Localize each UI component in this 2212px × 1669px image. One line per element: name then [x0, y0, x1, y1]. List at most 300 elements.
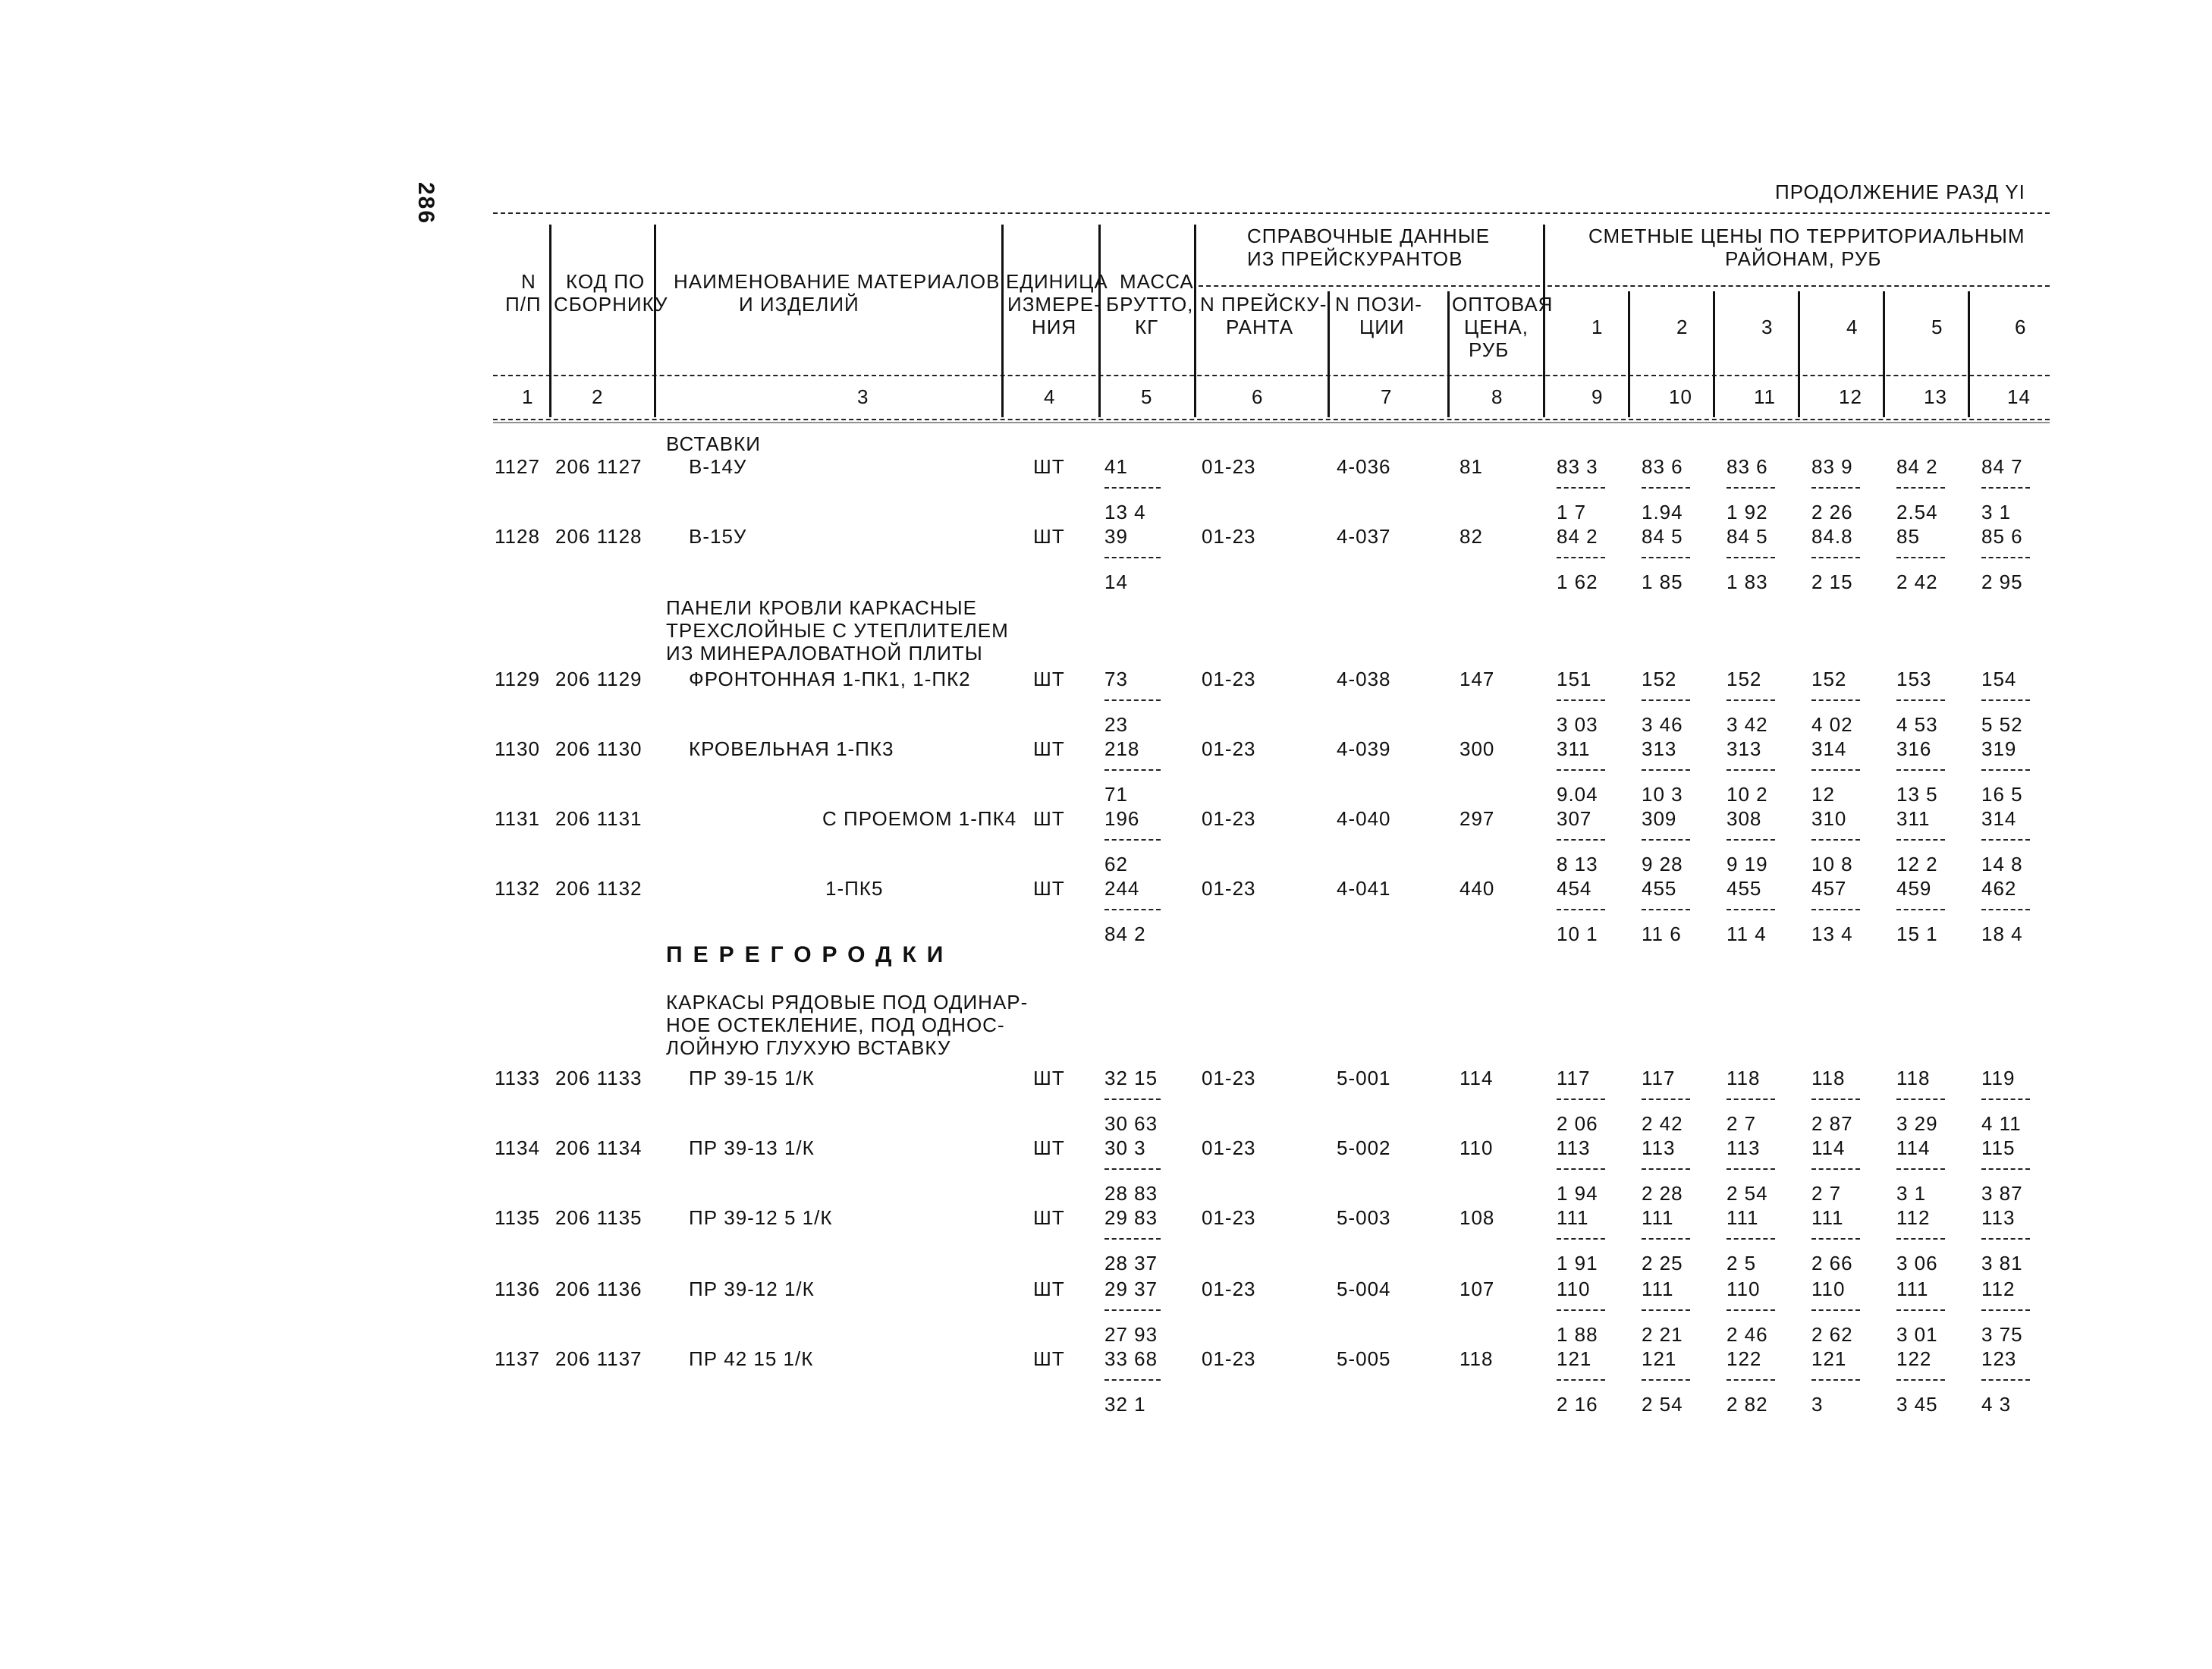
price-fraction-line [1642, 1379, 1690, 1381]
row-price-region-3: 313 [1727, 737, 1762, 760]
row-price-sub-region-1: 2 06 [1557, 1112, 1598, 1135]
row-wholesale: 118 [1459, 1347, 1494, 1370]
row-price-region-2: 113 [1642, 1136, 1676, 1159]
row-price-sub-region-4: 2 26 [1811, 501, 1853, 523]
price-fraction-line [1642, 1238, 1690, 1240]
row-price-sub-region-5: 3 01 [1896, 1323, 1938, 1346]
row-mass: 73 [1104, 668, 1128, 690]
header-estimate-1: СМЕТНЫЕ ЦЕНЫ ПО ТЕРРИТОРИАЛЬНЫМ [1588, 225, 2025, 247]
row-number: 1129 [495, 668, 540, 690]
row-price-region-3: 455 [1727, 877, 1762, 900]
row-unit: ШТ [1033, 737, 1065, 760]
row-mass-sub: 27 93 [1104, 1323, 1158, 1346]
row-price-sub-region-4: 2 62 [1811, 1323, 1853, 1346]
row-price-sub-region-6: 3 75 [1981, 1323, 2023, 1346]
row-price-region-1: 121 [1557, 1347, 1592, 1370]
row-price-region-6: 119 [1981, 1067, 2016, 1089]
row-number: 1133 [495, 1067, 540, 1089]
row-wholesale: 108 [1459, 1206, 1495, 1229]
vsep-2 [654, 225, 656, 417]
mass-fraction-line [1104, 1099, 1161, 1100]
price-fraction-line [1896, 839, 1945, 841]
price-fraction-line [1896, 1309, 1945, 1311]
colnum-6: 6 [1252, 385, 1264, 408]
mass-fraction-line [1104, 487, 1161, 489]
row-name: ПР 39-12 1/К [689, 1278, 815, 1300]
price-fraction-line [1981, 1168, 2030, 1170]
header-wholesale-2: ЦЕНА, [1464, 316, 1529, 338]
continuation-title: ПРОДОЛЖЕНИЕ РАЗД YI [1775, 181, 2025, 203]
row-price-region-2: 309 [1642, 807, 1677, 830]
row-price-sub-region-3: 2 7 [1727, 1112, 1757, 1135]
row-wholesale: 114 [1459, 1067, 1494, 1089]
section-frames-2: НОЕ ОСТЕКЛЕНИЕ, ПОД ОДНОС- [666, 1014, 1005, 1036]
row-mass-sub: 28 83 [1104, 1182, 1158, 1205]
estimate-sub-rule [1547, 285, 2050, 287]
row-price-sub-region-5: 3 45 [1896, 1393, 1938, 1416]
row-name: ФРОНТОННАЯ 1-ПК1, 1-ПК2 [689, 668, 971, 690]
row-price-region-4: 310 [1811, 807, 1847, 830]
row-unit: ШТ [1033, 668, 1065, 690]
row-price-list: 01-23 [1202, 807, 1256, 830]
row-unit: ШТ [1033, 807, 1065, 830]
price-fraction-line [1811, 769, 1860, 771]
section-partitions: ПЕРЕГОРОДКИ [666, 942, 954, 967]
row-price-sub-region-3: 9 19 [1727, 853, 1768, 875]
vsep-13 [1968, 291, 1970, 417]
row-price-region-6: 115 [1981, 1136, 2016, 1159]
price-fraction-line [1811, 1238, 1860, 1240]
row-code: 206 1127 [555, 455, 643, 478]
row-price-list: 01-23 [1202, 455, 1256, 478]
row-name: ПР 39-13 1/К [689, 1136, 815, 1159]
row-name: В-15У [689, 525, 747, 548]
row-price-sub-region-6: 4 11 [1981, 1112, 2022, 1135]
price-fraction-line [1981, 487, 2030, 489]
price-fraction-line [1981, 699, 2030, 701]
row-number: 1130 [495, 737, 540, 760]
header-wholesale-1: ОПТОВАЯ [1452, 293, 1554, 316]
header-unit-1: ЕДИНИЦА [1006, 270, 1108, 293]
row-price-region-5: 84 2 [1896, 455, 1938, 478]
ref-sub-rule [1199, 285, 1540, 287]
row-mass-sub: 23 [1104, 713, 1128, 736]
colnum-10: 10 [1669, 385, 1692, 408]
price-fraction-line [1557, 1379, 1605, 1381]
row-price-sub-region-6: 5 52 [1981, 713, 2023, 736]
row-price-sub-region-1: 1 62 [1557, 570, 1598, 593]
row-price-sub-region-2: 1 85 [1642, 570, 1683, 593]
price-fraction-line [1981, 909, 2030, 910]
row-price-region-5: 153 [1896, 668, 1932, 690]
mass-fraction-line [1104, 699, 1161, 701]
vsep-8 [1543, 225, 1545, 417]
section-panels-3: ИЗ МИНЕРАЛОВАТНОЙ ПЛИТЫ [666, 642, 983, 665]
row-price-region-4: 110 [1811, 1278, 1846, 1300]
price-fraction-line [1981, 769, 2030, 771]
price-fraction-line [1557, 1238, 1605, 1240]
row-code: 206 1132 [555, 877, 643, 900]
vsep-9 [1628, 291, 1630, 417]
price-fraction-line [1811, 557, 1860, 558]
price-fraction-line [1811, 1309, 1860, 1311]
row-price-sub-region-1: 1 91 [1557, 1252, 1598, 1275]
row-price-region-4: 121 [1811, 1347, 1847, 1370]
row-price-region-4: 152 [1811, 668, 1847, 690]
row-price-sub-region-5: 3 06 [1896, 1252, 1938, 1275]
price-fraction-line [1981, 839, 2030, 841]
price-fraction-line [1811, 909, 1860, 910]
price-fraction-line [1557, 699, 1605, 701]
price-fraction-line [1727, 1168, 1775, 1170]
header-n-pp-2: П/П [505, 293, 542, 316]
header-estimate-2: РАЙОНАМ, РУБ [1725, 247, 1882, 270]
header-wholesale-3: РУБ [1469, 338, 1510, 361]
row-price-sub-region-4: 2 87 [1811, 1112, 1853, 1135]
row-price-list: 01-23 [1202, 1347, 1256, 1370]
row-price-region-3: 84 5 [1727, 525, 1768, 548]
row-mass-sub: 71 [1104, 783, 1128, 806]
row-price-region-6: 462 [1981, 877, 2017, 900]
price-fraction-line [1727, 557, 1775, 558]
row-price-sub-region-6: 14 8 [1981, 853, 2023, 875]
row-code: 206 1131 [555, 807, 643, 830]
row-number: 1136 [495, 1278, 540, 1300]
row-name: ПР 42 15 1/К [689, 1347, 814, 1370]
row-name: ПР 39-12 5 1/К [689, 1206, 833, 1229]
price-fraction-line [1642, 487, 1690, 489]
header-mass-2: БРУТТО, [1106, 293, 1194, 316]
row-number: 1131 [495, 807, 540, 830]
row-price-region-2: 455 [1642, 877, 1677, 900]
row-price-list: 01-23 [1202, 525, 1256, 548]
row-mass-sub: 28 37 [1104, 1252, 1158, 1275]
row-price-sub-region-2: 3 46 [1642, 713, 1683, 736]
row-price-region-3: 308 [1727, 807, 1762, 830]
row-price-region-6: 319 [1981, 737, 2017, 760]
row-mass-sub: 62 [1104, 853, 1128, 875]
header-name-1: НАИМЕНОВАНИЕ МАТЕРИАЛОВ [674, 270, 1001, 293]
row-unit: ШТ [1033, 1278, 1065, 1300]
colnum-1: 1 [522, 385, 534, 408]
vsep-5 [1194, 225, 1196, 417]
price-fraction-line [1727, 1238, 1775, 1240]
row-price-sub-region-4: 12 [1811, 783, 1835, 806]
row-code: 206 1137 [555, 1347, 643, 1370]
section-panels-1: ПАНЕЛИ КРОВЛИ КАРКАСНЫЕ [666, 596, 977, 619]
row-price-sub-region-1: 10 1 [1557, 923, 1598, 945]
colnum-14: 14 [2007, 385, 2031, 408]
row-price-sub-region-3: 11 4 [1727, 923, 1767, 945]
price-fraction-line [1642, 769, 1690, 771]
row-position: 4-040 [1337, 807, 1391, 830]
price-fraction-line [1811, 487, 1860, 489]
price-fraction-line [1727, 1099, 1775, 1100]
row-price-sub-region-3: 1 92 [1727, 501, 1768, 523]
price-fraction-line [1642, 1099, 1690, 1100]
price-fraction-line [1727, 1379, 1775, 1381]
row-price-region-6: 84 7 [1981, 455, 2023, 478]
row-unit: ШТ [1033, 1136, 1065, 1159]
header-bottom-rule [493, 375, 2050, 376]
price-fraction-line [1981, 557, 2030, 558]
row-position: 5-001 [1337, 1067, 1391, 1089]
colnum-3: 3 [857, 385, 869, 408]
price-fraction-line [1557, 1309, 1605, 1311]
header-code-1: КОД ПО [566, 270, 646, 293]
price-fraction-line [1557, 839, 1605, 841]
row-code: 206 1133 [555, 1067, 643, 1089]
row-price-region-5: 85 [1896, 525, 1920, 548]
row-name: В-14У [689, 455, 747, 478]
row-price-sub-region-3: 2 5 [1727, 1252, 1757, 1275]
row-mass-sub: 32 1 [1104, 1393, 1146, 1416]
header-price-list-1: N ПРЕЙСКУ- [1200, 293, 1328, 316]
price-fraction-line [1896, 699, 1945, 701]
colnum-5: 5 [1141, 385, 1153, 408]
header-unit-2: ИЗМЕРЕ- [1007, 293, 1101, 316]
row-price-region-5: 112 [1896, 1206, 1931, 1229]
row-mass: 244 [1104, 877, 1140, 900]
colnum-13: 13 [1924, 385, 1947, 408]
row-number: 1134 [495, 1136, 540, 1159]
row-price-sub-region-1: 9.04 [1557, 783, 1598, 806]
price-fraction-line [1642, 1168, 1690, 1170]
row-price-sub-region-4: 2 15 [1811, 570, 1853, 593]
row-price-region-6: 314 [1981, 807, 2017, 830]
header-ref-2: ИЗ ПРЕЙСКУРАНТОВ [1247, 247, 1463, 270]
row-price-region-6: 154 [1981, 668, 2017, 690]
price-fraction-line [1811, 699, 1860, 701]
row-price-region-1: 111 [1557, 1206, 1589, 1229]
row-price-sub-region-6: 18 4 [1981, 923, 2023, 945]
row-position: 5-002 [1337, 1136, 1391, 1159]
row-price-region-2: 313 [1642, 737, 1677, 760]
header-position-2: ЦИИ [1359, 316, 1405, 338]
row-price-region-3: 110 [1727, 1278, 1761, 1300]
row-position: 5-004 [1337, 1278, 1391, 1300]
price-fraction-line [1811, 1168, 1860, 1170]
region-6: 6 [2015, 316, 2027, 338]
row-price-region-1: 84 2 [1557, 525, 1598, 548]
price-fraction-line [1981, 1379, 2030, 1381]
row-price-region-6: 113 [1981, 1206, 2016, 1229]
row-position: 4-041 [1337, 877, 1391, 900]
price-fraction-line [1981, 1238, 2030, 1240]
price-fraction-line [1727, 487, 1775, 489]
row-number: 1128 [495, 525, 540, 548]
vsep-10 [1713, 291, 1715, 417]
row-position: 5-005 [1337, 1347, 1391, 1370]
row-price-sub-region-1: 1 88 [1557, 1323, 1598, 1346]
price-fraction-line [1981, 1309, 2030, 1311]
row-price-region-4: 314 [1811, 737, 1847, 760]
row-mass: 30 3 [1104, 1136, 1146, 1159]
row-price-region-5: 111 [1896, 1278, 1929, 1300]
row-price-region-1: 117 [1557, 1067, 1591, 1089]
row-price-region-2: 111 [1642, 1206, 1674, 1229]
row-mass: 29 83 [1104, 1206, 1158, 1229]
row-price-region-2: 152 [1642, 668, 1677, 690]
section-frames-1: КАРКАСЫ РЯДОВЫЕ ПОД ОДИНАР- [666, 991, 1029, 1014]
price-fraction-line [1557, 769, 1605, 771]
row-mass: 32 15 [1104, 1067, 1158, 1089]
row-price-sub-region-5: 12 2 [1896, 853, 1938, 875]
row-price-region-3: 122 [1727, 1347, 1762, 1370]
row-mass: 39 [1104, 525, 1128, 548]
price-fraction-line [1642, 909, 1690, 910]
row-price-region-5: 459 [1896, 877, 1932, 900]
row-price-region-4: 114 [1811, 1136, 1846, 1159]
row-unit: ШТ [1033, 877, 1065, 900]
colnum-8: 8 [1491, 385, 1503, 408]
row-code: 206 1128 [555, 525, 643, 548]
row-mass-sub: 13 4 [1104, 501, 1146, 523]
row-price-region-3: 118 [1727, 1067, 1761, 1089]
row-price-list: 01-23 [1202, 1067, 1256, 1089]
row-price-sub-region-4: 10 8 [1811, 853, 1853, 875]
row-position: 4-037 [1337, 525, 1391, 548]
row-price-sub-region-2: 1.94 [1642, 501, 1683, 523]
row-price-region-6: 85 6 [1981, 525, 2023, 548]
column-numbers-rule-2 [493, 422, 2050, 423]
vsep-4 [1098, 225, 1101, 417]
row-mass: 196 [1104, 807, 1140, 830]
row-price-sub-region-2: 2 25 [1642, 1252, 1683, 1275]
row-price-region-5: 114 [1896, 1136, 1931, 1159]
row-price-region-4: 83 9 [1811, 455, 1853, 478]
row-price-region-6: 123 [1981, 1347, 2017, 1370]
row-price-sub-region-5: 2 42 [1896, 570, 1938, 593]
price-fraction-line [1896, 487, 1945, 489]
row-price-sub-region-5: 2.54 [1896, 501, 1938, 523]
price-fraction-line [1557, 1099, 1605, 1100]
vsep-7 [1447, 291, 1450, 417]
row-code: 206 1135 [555, 1206, 643, 1229]
row-number: 1132 [495, 877, 540, 900]
row-price-sub-region-6: 3 81 [1981, 1252, 2023, 1275]
header-mass-3: КГ [1135, 316, 1159, 338]
row-number: 1135 [495, 1206, 540, 1229]
row-unit: ШТ [1033, 1347, 1065, 1370]
row-code: 206 1136 [555, 1278, 643, 1300]
mass-fraction-line [1104, 557, 1161, 558]
row-number: 1127 [495, 455, 540, 478]
row-wholesale: 82 [1459, 525, 1483, 548]
region-5: 5 [1931, 316, 1943, 338]
row-price-list: 01-23 [1202, 668, 1256, 690]
row-price-sub-region-1: 8 13 [1557, 853, 1598, 875]
row-price-region-1: 454 [1557, 877, 1592, 900]
row-price-region-2: 117 [1642, 1067, 1676, 1089]
region-4: 4 [1846, 316, 1859, 338]
row-price-sub-region-2: 9 28 [1642, 853, 1683, 875]
price-fraction-line [1557, 557, 1605, 558]
row-price-sub-region-3: 2 46 [1727, 1323, 1768, 1346]
row-price-list: 01-23 [1202, 737, 1256, 760]
colnum-2: 2 [592, 385, 604, 408]
section-inserts: ВСТАВКИ [666, 432, 761, 455]
row-price-sub-region-3: 3 42 [1727, 713, 1768, 736]
row-price-sub-region-2: 11 6 [1642, 923, 1682, 945]
row-price-region-2: 111 [1642, 1278, 1674, 1300]
row-price-sub-region-6: 16 5 [1981, 783, 2023, 806]
row-price-region-5: 118 [1896, 1067, 1931, 1089]
price-fraction-line [1642, 839, 1690, 841]
row-price-sub-region-5: 3 1 [1896, 1182, 1927, 1205]
row-name: КРОВЕЛЬНАЯ 1-ПК3 [689, 737, 894, 760]
region-2: 2 [1676, 316, 1689, 338]
price-fraction-line [1981, 1099, 2030, 1100]
row-price-sub-region-4: 2 66 [1811, 1252, 1853, 1275]
row-price-region-4: 457 [1811, 877, 1847, 900]
row-mass: 218 [1104, 737, 1140, 760]
row-price-region-1: 151 [1557, 668, 1592, 690]
row-price-sub-region-5: 3 29 [1896, 1112, 1938, 1135]
row-wholesale: 147 [1459, 668, 1495, 690]
row-price-sub-region-6: 4 3 [1981, 1393, 2012, 1416]
region-1: 1 [1591, 316, 1604, 338]
row-price-region-2: 83 6 [1642, 455, 1683, 478]
row-price-region-1: 83 3 [1557, 455, 1598, 478]
mass-fraction-line [1104, 909, 1161, 910]
header-unit-3: НИЯ [1032, 316, 1077, 338]
vsep-1 [549, 225, 551, 417]
row-unit: ШТ [1033, 1206, 1065, 1229]
row-wholesale: 300 [1459, 737, 1495, 760]
row-mass-sub: 30 63 [1104, 1112, 1158, 1135]
header-price-list-2: РАНТА [1226, 316, 1294, 338]
price-fraction-line [1727, 839, 1775, 841]
row-price-sub-region-2: 2 28 [1642, 1182, 1683, 1205]
vsep-12 [1883, 291, 1885, 417]
row-wholesale: 107 [1459, 1278, 1495, 1300]
row-number: 1137 [495, 1347, 540, 1370]
row-price-sub-region-2: 2 21 [1642, 1323, 1683, 1346]
row-price-sub-region-3: 2 82 [1727, 1393, 1768, 1416]
mass-fraction-line [1104, 1309, 1161, 1311]
row-wholesale: 81 [1459, 455, 1483, 478]
colnum-12: 12 [1839, 385, 1862, 408]
row-name: 1-ПК5 [825, 877, 884, 900]
column-numbers-rule [493, 419, 2050, 420]
price-fraction-line [1727, 769, 1775, 771]
colnum-4: 4 [1044, 385, 1056, 408]
row-price-list: 01-23 [1202, 877, 1256, 900]
row-price-sub-region-2: 2 42 [1642, 1112, 1683, 1135]
row-price-sub-region-6: 3 87 [1981, 1182, 2023, 1205]
price-fraction-line [1642, 1309, 1690, 1311]
row-mass: 33 68 [1104, 1347, 1158, 1370]
price-fraction-line [1896, 1238, 1945, 1240]
row-position: 4-038 [1337, 668, 1391, 690]
mass-fraction-line [1104, 1168, 1161, 1170]
row-wholesale: 110 [1459, 1136, 1494, 1159]
row-mass: 29 37 [1104, 1278, 1158, 1300]
price-fraction-line [1727, 909, 1775, 910]
row-price-region-2: 84 5 [1642, 525, 1683, 548]
row-price-sub-region-5: 13 5 [1896, 783, 1938, 806]
row-unit: ШТ [1033, 455, 1065, 478]
row-price-sub-region-3: 2 54 [1727, 1182, 1768, 1205]
row-mass-sub: 84 2 [1104, 923, 1146, 945]
row-price-sub-region-2: 10 3 [1642, 783, 1683, 806]
mass-fraction-line [1104, 769, 1161, 771]
row-price-region-1: 311 [1557, 737, 1591, 760]
header-ref-1: СПРАВОЧНЫЕ ДАННЫЕ [1247, 225, 1491, 247]
row-price-list: 01-23 [1202, 1278, 1256, 1300]
row-price-region-4: 84.8 [1811, 525, 1853, 548]
